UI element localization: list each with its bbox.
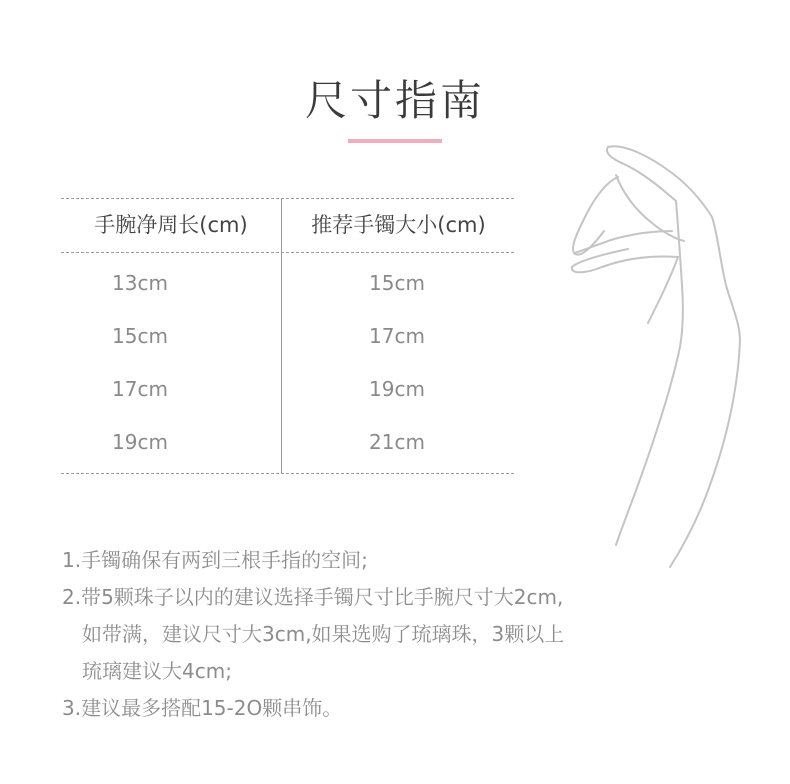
wrist-size-cell: 13cm — [112, 271, 168, 295]
hand-illustration — [560, 135, 760, 575]
note-item-continuation: 如带满，建议尺寸大3cm,如果选购了琉璃珠，3颗以上 — [82, 622, 565, 646]
table-body — [61, 258, 514, 470]
bangle-size-cell: 15cm — [369, 271, 425, 295]
bangle-size-cell: 19cm — [369, 377, 425, 401]
size-table — [61, 198, 514, 474]
note-item-continuation: 琉璃建议大4cm; — [82, 659, 232, 683]
header-wrist-circumference: 手腕净周长(cm) — [94, 213, 248, 237]
table-row — [61, 258, 514, 311]
table-top-rule — [61, 198, 514, 199]
table-row — [61, 311, 514, 364]
notes-section — [62, 542, 752, 727]
table-row — [61, 417, 514, 470]
note-item: 1.手镯确保有两到三根手指的空间; — [62, 548, 368, 572]
header-recommended-bangle-size: 推荐手镯大小(cm) — [311, 213, 486, 237]
wrist-size-cell: 19cm — [112, 430, 168, 454]
table-row — [61, 364, 514, 417]
wrist-size-cell: 17cm — [112, 377, 168, 401]
note-item: 2.带5颗珠子以内的建议选择手镯尺寸比手腕尺寸大2cm, — [62, 585, 564, 609]
page-title: 尺寸指南 — [304, 76, 485, 125]
wrist-size-cell: 15cm — [112, 324, 168, 348]
table-bottom-rule — [61, 473, 514, 474]
note-item: 3.建议最多搭配15-2O颗串饰。 — [62, 696, 343, 720]
bangle-size-cell: 21cm — [369, 430, 425, 454]
title-underline — [348, 139, 442, 143]
bangle-size-cell: 17cm — [369, 324, 425, 348]
table-header-rule — [61, 252, 514, 253]
